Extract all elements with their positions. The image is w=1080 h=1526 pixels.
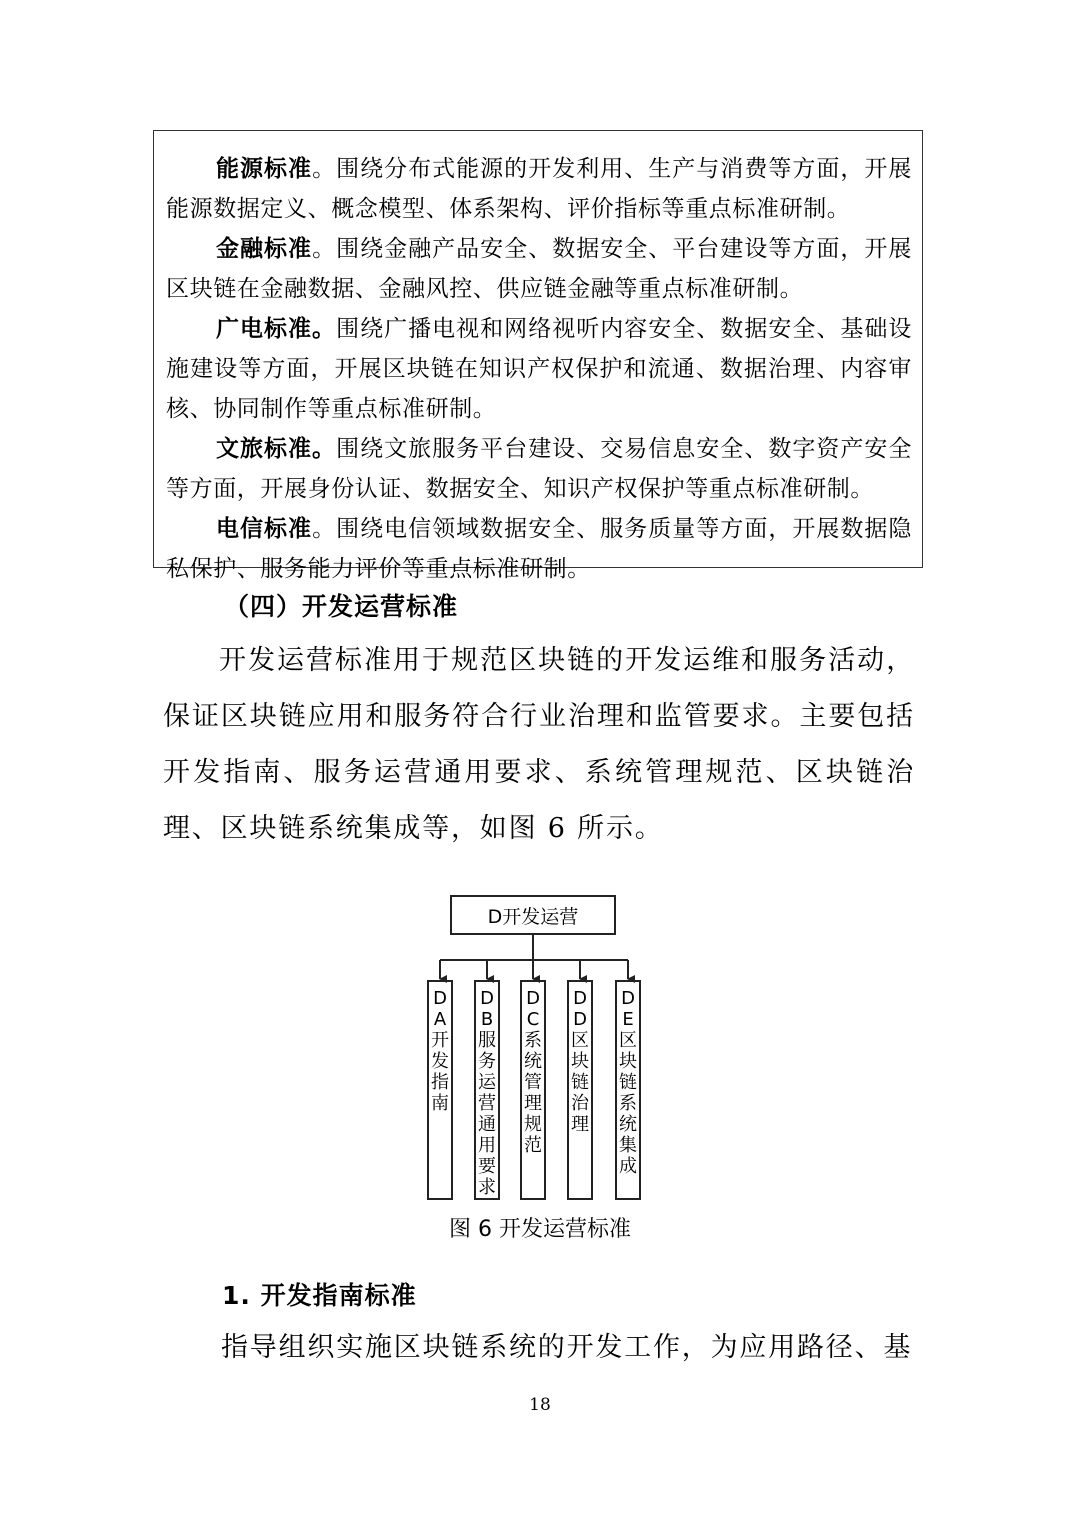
box-text-telecom: 。围绕电信领域数据安全、服务质量等方面，开展数据隐私保护、服务能力评价等重点标准研制。 [166,516,912,582]
diagram-child-label: DA开发指南 [431,988,449,1114]
box-text-finance: 。围绕金融产品安全、数据安全、平台建设等方面，开展区块链在金融数据、金融风控、供应链金融等重点标准研制。 [166,236,912,302]
figure-caption: 图 6 开发运营标准 [449,1217,631,1242]
section-paragraph: 开发运营标准用于规范区块链的开发运维和服务活动，保证区块链应用和服务符合行业治理和监管要求。主要包括开发指南、服务运营通用要求、系统管理规范、区块链治理、区块链系统集成等，如图 6 所示。 [163,645,915,844]
box-text-tourism: 围绕文旅服务平台建设、交易信息安全、数字资产安全等方面，开展身份认证、数据安全、知识产权保护等重点标准研制。 [166,436,913,502]
diagram-child-de [615,980,641,1200]
diagram-child-label: DB服务运营通用要求 [478,988,496,1198]
diagram-child-label: DC系统管理规范 [524,988,542,1156]
box-paragraph-telecom [166,509,912,589]
box-paragraph-energy [166,149,912,229]
box-label-energy: 能源标准 [216,156,313,182]
page-number: 18 [529,1395,551,1415]
diagram-child-label: DE区块链系统集成 [619,988,637,1177]
diagram-child-da [427,980,453,1200]
section-heading: （四）开发运营标准 [224,592,459,621]
box-paragraph-broadcast [166,309,912,429]
standards-box [153,130,923,582]
box-label-telecom: 电信标准 [216,516,313,542]
box-text-broadcast: 围绕广播电视和网络视听内容安全、数据安全、基础设施建设等方面，开展区块链在知识产权保护和流通、数据治理、内容审核、协同制作等重点标准研制。 [166,316,913,422]
box-label-broadcast: 广电标准。 [216,316,337,342]
org-diagram [400,880,660,1210]
diagram-child-dd [567,980,593,1200]
subsection-paragraph: 指导组织实施区块链系统的开发工作，为应用路径、基 [221,1332,913,1363]
diagram-root-label: D开发运营 [487,905,579,928]
diagram-child-dc [520,980,546,1200]
box-paragraph-finance [166,229,912,309]
diagram-child-db [474,980,500,1200]
subsection-heading: 1. 开发指南标准 [222,1281,417,1310]
box-label-finance: 金融标准 [216,236,313,262]
box-paragraph-tourism [166,429,912,509]
diagram-root-node [450,895,616,935]
diagram-child-label: DD区块链治理 [571,988,589,1135]
box-text-energy: 。围绕分布式能源的开发利用、生产与消费等方面，开展能源数据定义、概念模型、体系架构、评价指标等重点标准研制。 [166,156,912,222]
box-label-tourism: 文旅标准。 [216,436,337,462]
